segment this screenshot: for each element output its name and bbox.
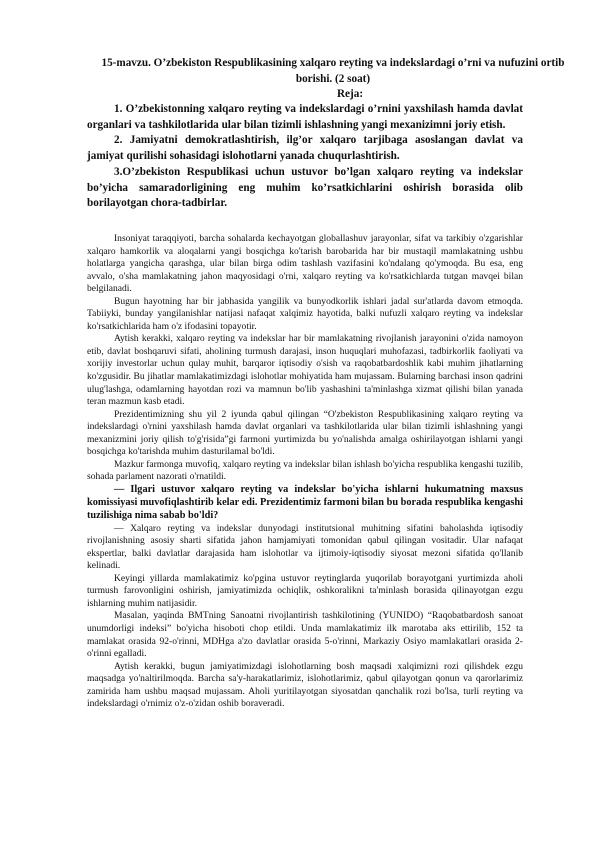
body-paragraph: Masalan, yaqinda BMTning Sanoatni rivojlantirish tashkilotining (YUNIDO) “Raqobatbardosh sanoat unumdorligi indeksi” bo'yicha hisoboti chop etildi. Unda mamlakatimiz ilk marotaba aks ettirilib, 152 ta mamlakat orasida 92-o'rinni, MDHga a'zo davlatlar orasida 5-o'rinni, Markaziy Osiyo mamlakatlari orasida 2-o'rinni egalladi. [87,610,523,660]
plan-list [87,102,523,212]
plan-item: 2. Jamiyatni demokratlashtirish, ilg’or xalqaro tarjibaga asoslangan davlat va jamiyat qurilishi sohasidagi islohotlarni yanada chuqurlashtirish. [87,134,523,163]
body-paragraph: Insoniyat taraqqiyoti, barcha sohalarda kechayotgan globallashuv jarayonlar, sifat va tarkibiy o'zgarishlar xalqaro hamkorlik va aloqalarni yangi bosqichga ko'tarish barobarida har bir mustaqil mamlakatning ushbu holatlarga yangicha qarashga, ular bilan birga odim tashlash vazifasini ko'ndalang qo'ymoqda. Bu esa, eng avvalo, o'sha mamlakatning jahon maqyosidagi o'rni, xalqaro reyting va ko'rsatkichlarda tutgan mavqei bilan belgilanadi. [87,233,523,295]
plan-item: 1. O’zbekistonning xalqaro reyting va indekslardagi o’rnini yaxshilash hamda davlat organlari va tashkilotlarida ular bilan tizimli ishlashning yangi mexanizimni joriy etish. [87,103,523,131]
body-paragraph: Bugun hayotning har bir jabhasida yangilik va bunyodkorlik ishlari jadal sur'atlarda davom etmoqda. Tabiiyki, bunday yangilanishlar natijasi nafaqat xalqimiz hayotida, balki nufuzli xalqaro reyting va indekslar ko'rsatkichlarida ham o'z ifodasini topayotir. [87,295,523,332]
body-paragraph: Mazkur farmonga muvofiq, xalqaro reyting va indekslar bilan ishlash bo'yicha respublika kengashi tuzilib, sohada parlament nazorati o'rnatildi. [87,458,523,483]
document-title: 15-mavzu. O’zbekiston Respublikasining xalqaro reyting va indekslardagi o’rni va nufuzini ortib borishi. (2 soat) [101,57,565,85]
body-paragraph: — Xalqaro reyting va indekslar dunyodagi institutsional muhitning sifatini baholashda iqtisodiy rivojlanishning asosiy sharti sifatida jahon hamjamiyati tomonidan qabul qilingan vositadir. Ular nafaqat ekspertlar, balki davlatlar darajasida ham islohotlar va ijtimoiy-iqtisodiy siyosat mezoni sifatida qo'llanib kelinadi. [87,522,523,572]
body-paragraph: Aytish kerakki, bugun jamiyatimizdagi islohotlarning bosh maqsadi xalqimizni rozi qilishdek ezgu maqsadga yo'naltirilmoqda. Barcha sa'y-harakatlarimiz, islohotlarimiz, qabul qilayotgan qonun va qarorlarimiz zamirida ham ushbu maqsad mujassam. Aholi yuritilayotgan siyosatdan qanchalik rozi bo'lsa, turli reyting va indekslardagi o'rnimiz o'z-o'zidan oshib boraveradi. [87,660,523,710]
plan-heading: Reja: [336,88,364,100]
document-body [87,233,523,711]
interview-question: — Ilgari ustuvor xalqaro reyting va indekslar bo'yicha ishlarni hukumatning maxsus komissiyasi muvofiqlashtirib kelar edi. Prezidentimiz farmoni bilan bu borada respublika kengashi tuzilishiga nima sabab bo'ldi? [87,483,523,521]
body-paragraph: Prezidentimizning shu yil 2 iyunda qabul qilingan “O'zbekiston Respublikasining xalqaro reyting va indekslardagi o'rnini yaxshilash hamda davlat organlari va tashkilotlarida ular bilan tizimli ishlashning yangi mexanizmini joriy qilish to'g'risida”gi farmoni yurtimizda bu yo'nalishda amalga oshirilayotgan ishlarni yangi bosqichga ko'tarishda muhim dasturilamal bo'ldi. [87,408,523,458]
plan-item: 3.O’zbekiston Respublikasi uchun ustuvor bo’lgan xalqaro reyting va indekslar bo’yicha samaradorligining eng muhim ko’rsatkichlarini oshirish borasida olib borilayotgan chora-tadbirlar. [87,165,523,210]
body-paragraph: Aytish kerakki, xalqaro reyting va indekslar har bir mamlakatning rivojlanish jarayonini o'zida namoyon etib, davlat boshqaruvi sifati, aholining turmush darajasi, inson huquqlari muhofazasi, tadbirkorlik faoliyati va xorijiy investorlar uchun qulay muhit, barqaror iqtisodiy o'sish va raqobatbardoshlik kabi muhim jihatlarning ko'zgusidir. Bu jihatlar mamlakatimizdagi islohotlar mohiyatida ham mujassam. Bularning barchasi inson qadrini ulug'lashga, odamlarning hayotdan rozi va mamnun bo'lib yashashini ta'minlashga xizmat qilishi bilan yanada teran mazmun kasb etadi. [87,333,523,408]
body-paragraph: Keyingi yillarda mamlakatimiz ko'pgina ustuvor reytinglarda yuqorilab borayotgani yurtimizda aholi turmush farovonligini oshirish, jamiyatimizda ochiqlik, oshkoralikni ta'minlash borasida qilinayotgan ezgu ishlarning muhim natijasidir. [87,572,523,609]
